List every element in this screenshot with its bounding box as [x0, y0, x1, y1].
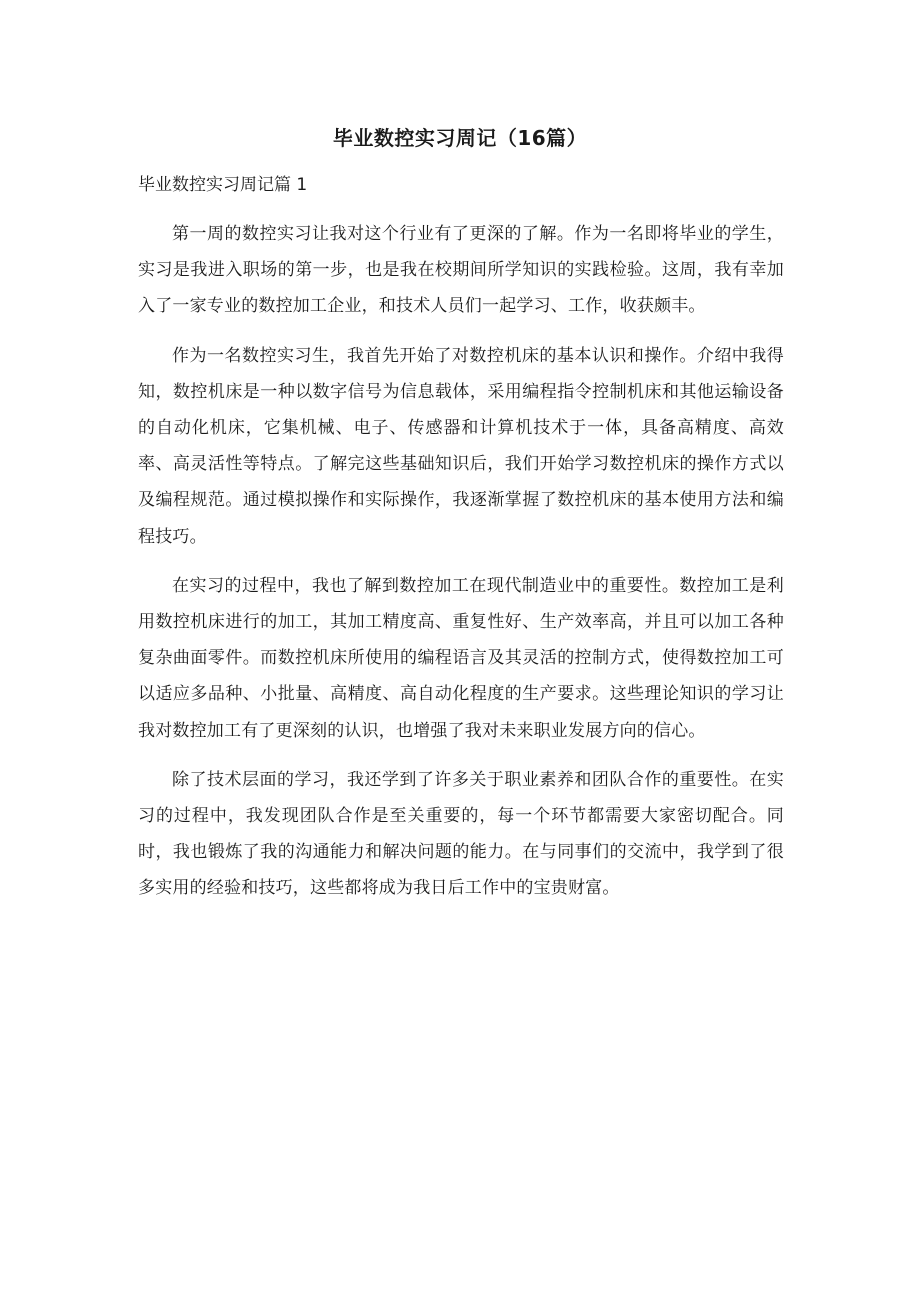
section-heading: 毕业数控实习周记篇 1 [138, 175, 308, 195]
document-body [138, 216, 784, 920]
paragraph-2: 作为一名数控实习生，我首先开始了对数控机床的基本认识和操作。介绍中我得知，数控机床是一种以数字信号为信息载体，采用编程指令控制机床和其他运输设备的自动化机床，它集机械、电子、传感器和计算机技术于一体，具备高精度、高效率、高灵活性等特点。了解完这些基础知识后，我们开始学习数控机床的操作方式以及编程规范。通过模拟操作和实际操作，我逐渐掌握了数控机床的基本使用方法和编程技巧。 [138, 345, 784, 547]
document-title: 毕业数控实习周记（16篇） [332, 126, 588, 150]
paragraph-1: 第一周的数控实习让我对这个行业有了更深的了解。作为一名即将毕业的学生，实习是我进入职场的第一步，也是我在校期间所学知识的实践检验。这周，我有幸加入了一家专业的数控加工企业，和技术人员们一起学习、工作，收获颇丰。 [138, 224, 784, 317]
paragraph-3: 在实习的过程中，我也了解到数控加工在现代制造业中的重要性。数控加工是利用数控机床进行的加工，其加工精度高、重复性好、生产效率高，并且可以加工各种复杂曲面零件。而数控机床所使用的编程语言及其灵活的控制方式，使得数控加工可以适应多品种、小批量、高精度、高自动化程度的生产要求。这些理论知识的学习让我对数控加工有了更深刻的认识，也增强了我对未来职业发展方向的信心。 [138, 575, 784, 741]
paragraph-4: 除了技术层面的学习，我还学到了许多关于职业素养和团队合作的重要性。在实习的过程中，我发现团队合作是至关重要的，每一个环节都需要大家密切配合。同时，我也锻炼了我的沟通能力和解决问题的能力。在与同事们的交流中，我学到了很多实用的经验和技巧，这些都将成为我日后工作中的宝贵财富。 [138, 769, 784, 899]
